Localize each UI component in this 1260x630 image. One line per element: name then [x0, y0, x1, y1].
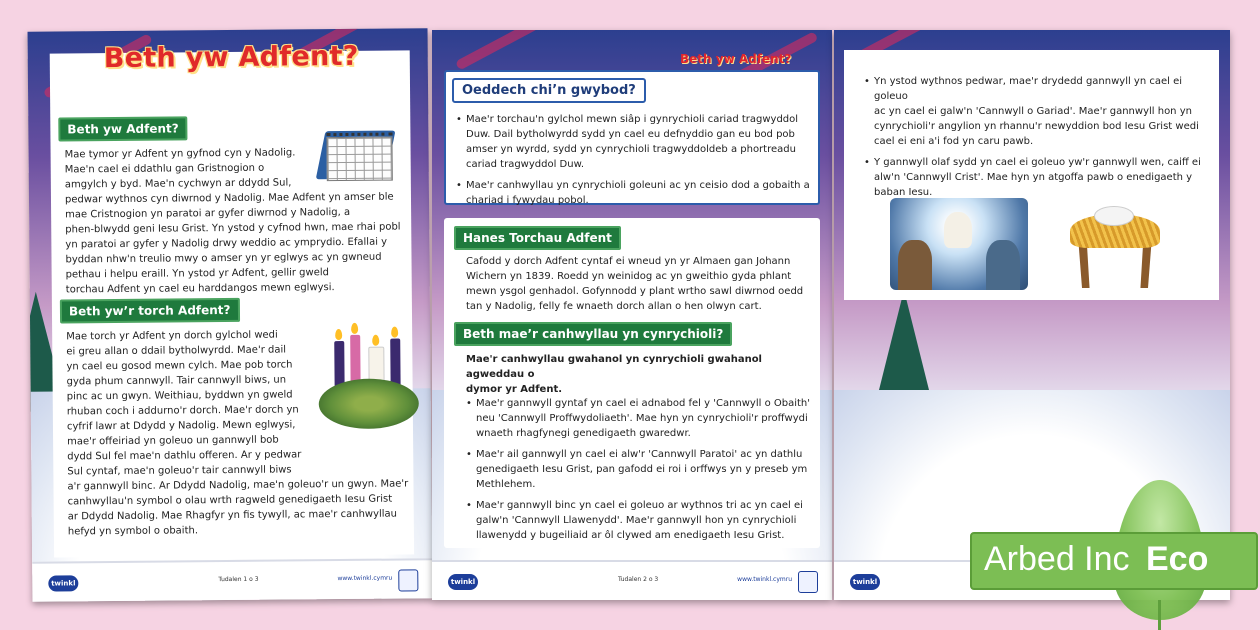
list-item-line: • Mae'r gannwyll gyntaf yn cael ei adnabod fel y 'Cannwyll o Obaith' — [476, 398, 811, 409]
paragraph-line: pethau i helpu eraill. Yn ystod yr Adfent, gellir gweld — [65, 267, 330, 281]
list-item — [456, 112, 812, 172]
paragraph-line: yn paratoi ar gyfer y Nadolig drwy weddio ac ymprydio. Efallai y — [65, 236, 388, 251]
page-2 — [432, 30, 832, 600]
list-item-line: galw'n 'Cannwyll Llawenydd'. Mae'r gannwyll hon yn cynrychioli — [476, 515, 797, 526]
paragraph-line: mae Cristnogion yn paratoi ar gyfer diwrnod y Nadolig, a — [65, 206, 351, 221]
page-title: Beth yw Adfent? — [103, 40, 359, 75]
list-item — [456, 178, 812, 208]
list-item-line: genedigaeth Iesu Grist, pan gafodd ei roi i orffwys yn y preseb ym — [476, 464, 808, 475]
twinkl-logo[interactable]: twinkl — [850, 574, 880, 590]
section-heading-history: Hanes Torchau Adfent — [454, 226, 621, 250]
list-item-line: chariad i fywydau pobol. — [466, 195, 589, 206]
list-item-line: cael ei eni a'i fod yn caru pawb. — [874, 136, 1034, 147]
paragraph-line: Wichern yn 1839. Roedd yn weinidog ac yn gweithio gyda phlant — [466, 271, 792, 282]
page-1 — [28, 28, 433, 601]
paragraph-line: byddan nhw'n treulio mwy o amser yn yr eglwys ac yn gwneud — [65, 251, 382, 266]
paragraph-line: pinc ac un gwyn. Weithiau, byddwn yn gweld — [66, 389, 293, 403]
list-item-line: • Mae'r ail gannwyll yn cael ei alw'r 'Cannwyll Paratoi' ac yn dathlu — [476, 449, 803, 460]
page-footer — [32, 558, 432, 601]
website-link[interactable]: www.twinkl.cymru — [737, 576, 792, 583]
section-heading-what-is-advent: Beth yw Adfent? — [58, 116, 188, 141]
list-item-line: Methlehem. — [476, 479, 536, 490]
list-item-line: wnaeth rhagfynegi genedigaeth gwaredwr. — [476, 428, 691, 439]
paragraph-line: tan y Nadolig, felly fe wnaeth dorch allan o hen olwyn cart. — [466, 301, 762, 312]
paragraph-line: hefyd yn symbol o obaith. — [67, 525, 199, 538]
page-number: Tudalen 2 o 3 — [618, 576, 659, 583]
list-item-line: cynrychioli'r angylion yn rhannu'r newyddion bod Iesu Grist wedi — [874, 121, 1199, 132]
paragraph-line: Sul cyntaf, mae'n goleuo'r tair cannwyll biws — [67, 464, 292, 478]
list-item-line: amser yn wyrdd, sydd yn cynrychioli tragwyddoldeb a phortreadu — [466, 144, 796, 155]
history-box — [444, 218, 820, 548]
list-item-line: cariad tragwyddol Duw. — [466, 159, 585, 170]
list-item-line: • Yn ystod wythnos pedwar, mae'r drydedd gannwyll yn cael ei goleuo — [874, 76, 1183, 102]
paragraph-line: dymor yr Adfent. — [466, 384, 563, 395]
eco-brand-name: Arbed Inc — [984, 540, 1130, 578]
list-item-line: • Mae'r gannwyll binc yn cael ei goleuo ar wythnos tri ac yn cael ei — [476, 500, 803, 511]
paragraph-line: torchau Adfent yn cael eu harddangos mewn eglwysi. — [65, 282, 335, 296]
paragraph-line: gyda phum cannwyll. Tair cannwyll biws, un — [66, 374, 287, 388]
page-footer — [432, 560, 832, 600]
did-you-know-heading: Oeddech chi’n gwybod? — [452, 78, 646, 103]
paragraph-line: Mae tymor yr Adfent yn gyfnod cyn y Nadolig. — [64, 147, 296, 161]
calendar-icon — [312, 127, 401, 186]
page-number: Tudalen 1 o 3 — [218, 575, 259, 584]
did-you-know-box — [444, 70, 820, 205]
paragraph-line: mewn ysgol genhadol. Gofynnodd y plant wrtho sawl diwrnod oedd — [466, 286, 804, 297]
list-item-line: alw'n 'Cannwyll Crist'. Mae hyn yn atgoffa pawb o enedigaeth y — [874, 172, 1193, 183]
paragraph-line: canhwyllau'n symbol o olau wrth ragweld genedigaeth Iesu Grist — [67, 493, 393, 508]
paragraph-line: a'r gannwyll binc. Ar Ddydd Nadolig, mae'n goleuo'r un gwyn. Mae'r — [67, 478, 409, 493]
leaf-stem — [1158, 600, 1161, 630]
paragraph-line: phen-blwydd geni Iesu Grist. Yn ystod y cyfnod hwn, mae rhai pobl — [65, 221, 401, 236]
paragraph-line: pedwar wythnos cyn diwrnod y Nadolig. Mae Adfent yn amser ble — [64, 191, 394, 206]
paragraph-line: Mae'r canhwyllau gwahanol yn cynrychioli gwahanol agweddau o — [466, 354, 762, 380]
candles-intro — [466, 352, 816, 397]
list-item — [466, 447, 816, 492]
paragraph-line: yn cael eu gosod mewn cylch. Mae pob torch — [66, 359, 293, 373]
website-link[interactable]: www.twinkl.cymru — [337, 574, 393, 583]
list-item-line: neu 'Cannwyll Proffwydoliaeth'. Mae hyn yn cynrychioli'r proffwydi — [476, 413, 808, 424]
nativity-scene-image — [890, 198, 1028, 290]
eco-watermark — [970, 480, 1258, 630]
list-item-line: ac yn cael ei galw'n 'Cannwyll o Gariad'. Mae'r gannwyll hon yn — [874, 106, 1192, 117]
content-box — [844, 50, 1219, 300]
paragraph-line: Mae'n cael ei ddathlu gan Gristnogion o — [64, 162, 265, 176]
cymraeg-badge-icon — [398, 569, 418, 591]
paragraph-line: ei greu allan o ddail bytholwyrdd. Mae'r dail — [66, 344, 287, 358]
manger-image — [1066, 200, 1164, 292]
paragraph-line: cyfrif lawr at Ddydd y Nadolig. Mewn eglwysi, — [66, 419, 296, 433]
paragraph-line: rhuban coch i addurno'r dorch. Mae'r dorch yn — [66, 404, 299, 418]
paragraph-line: ar Ddydd Nadolig. Mae Rhagfyr yn fis tywyll, ac mae'r canhwyllau — [67, 508, 398, 523]
list-item — [864, 155, 1214, 200]
candles-list-continued — [864, 74, 1214, 200]
list-item-line: baban Iesu. — [874, 187, 933, 198]
page-subtitle: Beth yw Adfent? — [680, 52, 792, 66]
cymraeg-badge-icon — [798, 571, 818, 593]
list-item — [466, 498, 816, 543]
list-item-line: • Mae'r canhwyllau yn cynrychioli goleuni ac yn ceisio dod a gobaith a — [466, 180, 810, 191]
content-card — [50, 50, 414, 557]
paragraph-line: Mae torch yr Adfent yn dorch gylchol wedi — [66, 329, 278, 343]
history-text — [466, 254, 816, 314]
list-item-line: llawenydd y bugeiliaid ar ôl clywed am enedigaeth Iesu Grist. — [476, 530, 785, 541]
twinkl-logo[interactable]: twinkl — [448, 574, 478, 590]
list-item-line: • Mae'r torchau'n gylchol mewn siâp i gynrychioli cariad tragwyddol — [466, 114, 799, 125]
paragraph-line: mae'r offeiriad yn goleuo un gannwyll bob — [67, 434, 279, 448]
paragraph-line: amgylch y byd. Mae'n cychwyn ar ddydd Sul, — [64, 177, 292, 191]
sky-streak — [455, 30, 539, 71]
list-item — [864, 74, 1214, 149]
list-item-line: • Y gannwyll olaf sydd yn cael ei goleuo yw'r gannwyll wen, caiff ei — [874, 157, 1201, 168]
list-item-line: Duw. Dail bytholwyrdd sydd yn cael eu defnyddio gan eu bod pob — [466, 129, 795, 140]
eco-tag: Eco — [1146, 540, 1209, 578]
list-item — [466, 396, 816, 441]
candles-list — [466, 396, 816, 543]
advent-wreath-icon — [314, 318, 425, 437]
twinkl-logo[interactable]: twinkl — [48, 575, 78, 591]
paragraph-line: Cafodd y dorch Adfent cyntaf ei wneud yn yr Almaen gan Johann — [466, 256, 791, 267]
paragraph-line: dydd Sul fel mae'n dathlu offeren. Ar y pedwar — [67, 449, 302, 463]
did-you-know-list — [456, 112, 812, 208]
section-heading-candles: Beth mae’r canhwyllau yn cynrychioli? — [454, 322, 732, 346]
section-heading-advent-wreath: Beth yw’r torch Adfent? — [60, 298, 240, 324]
